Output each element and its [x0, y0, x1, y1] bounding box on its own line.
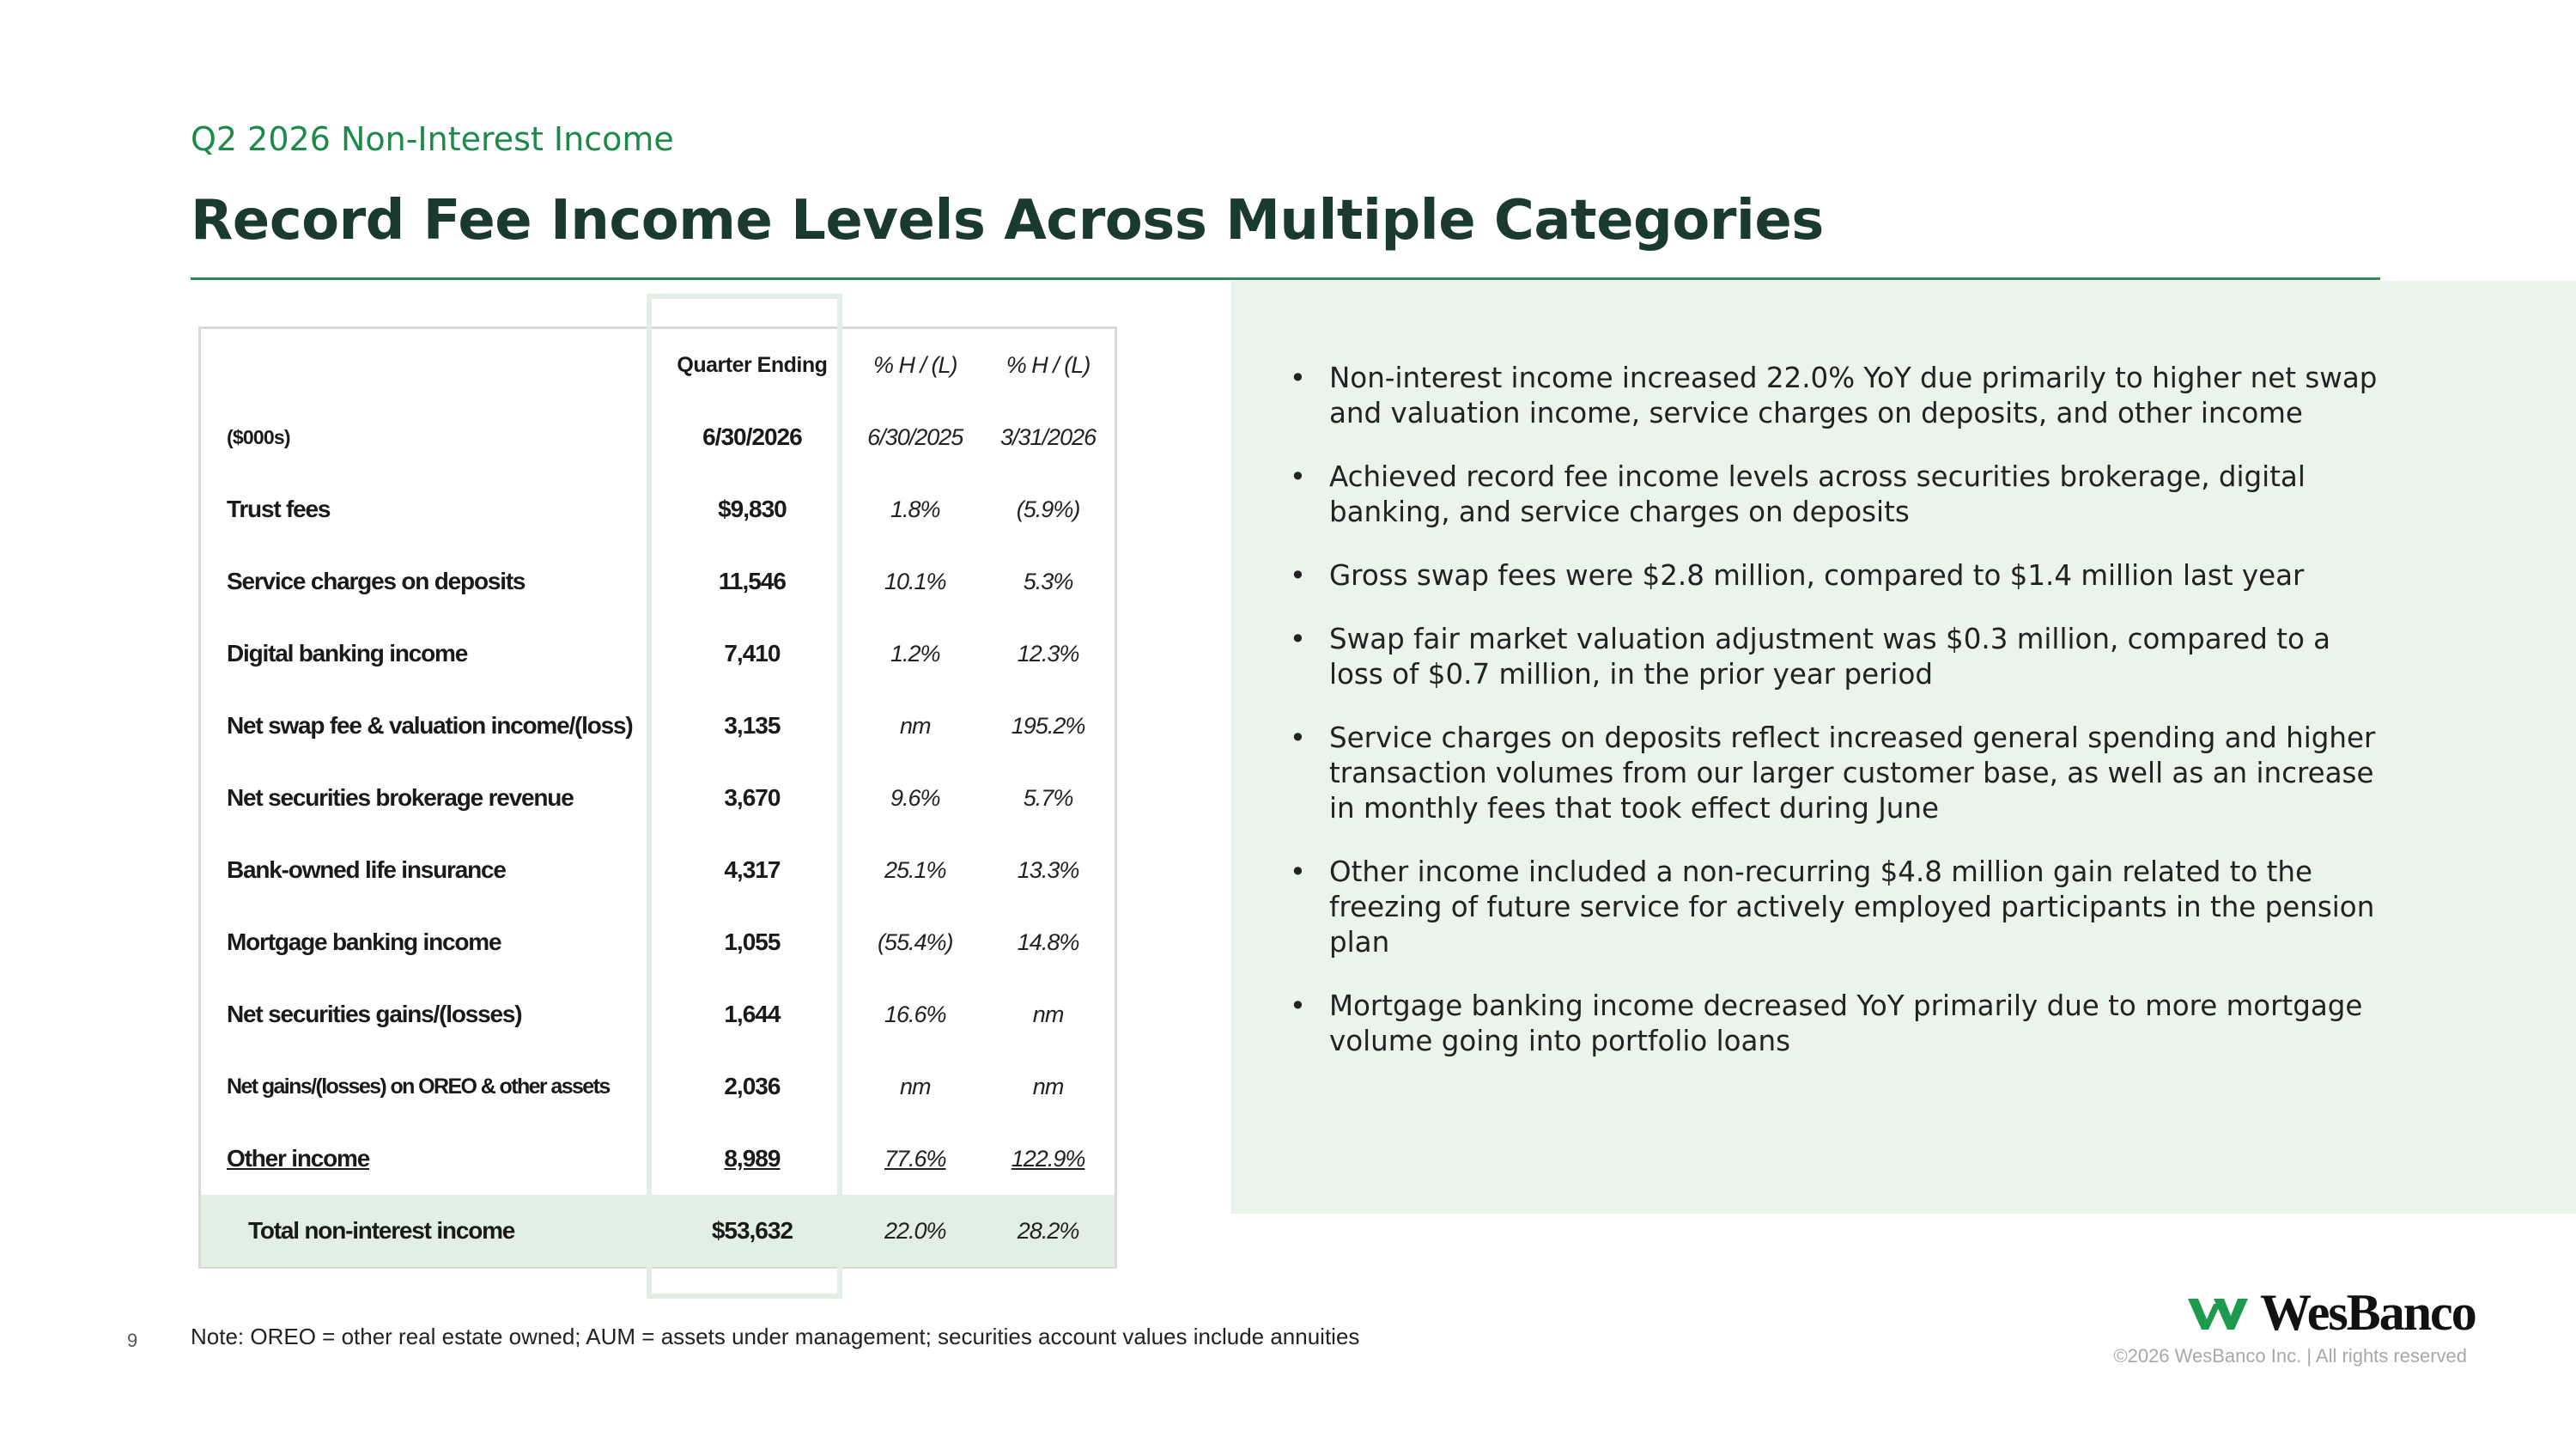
table-row	[201, 618, 1115, 690]
row-pct-2: 5.7%	[1023, 784, 1073, 811]
row-pct-1: 1.2%	[890, 640, 940, 667]
row-label: Trust fees	[227, 496, 331, 522]
row-value	[656, 1145, 849, 1172]
total-label: Total non-interest income	[248, 1217, 515, 1244]
commentary-bullets	[1288, 361, 2379, 1087]
header-compare-date-2: 3/31/2026	[1000, 423, 1097, 450]
row-pct-2: 13.3%	[1017, 856, 1079, 883]
row-label-text: Other income	[227, 1145, 370, 1172]
total-pct-1: 22.0%	[884, 1217, 946, 1244]
row-pct-2: nm	[1032, 1073, 1064, 1099]
header-quarter-ending: Quarter Ending	[677, 352, 828, 377]
row-label: Mortgage banking income	[227, 928, 501, 955]
row-value: $9,830	[718, 496, 787, 522]
row-pct-1	[848, 1146, 981, 1172]
row-pct-2-text: 122.9%	[1011, 1145, 1085, 1172]
table-row	[201, 690, 1115, 762]
row-pct-1: 10.1%	[884, 568, 946, 594]
row-label: Net gains/(losses) on OREO & other assets	[227, 1074, 610, 1099]
section-subtitle: Q2 2026 Non-Interest Income	[191, 120, 674, 158]
page-number: 9	[127, 1330, 138, 1351]
table-total-row	[201, 1195, 1115, 1267]
table-subheader-row	[201, 401, 1115, 473]
row-pct-2: nm	[1032, 1001, 1064, 1027]
row-value: 1,644	[724, 1001, 781, 1027]
bullet-item: • Other income included a non-recurring $4.8 million gain related to the freezing of future service for actively employed participants in the pension plan	[1288, 855, 2379, 960]
table-row	[201, 1123, 1115, 1195]
row-pct-2: 14.8%	[1017, 928, 1079, 955]
header-compare-date-1: 6/30/2025	[867, 423, 963, 450]
header-pct-change-1: % H / (L)	[872, 351, 957, 378]
row-pct-2	[981, 1146, 1115, 1172]
units-label: ($000s)	[227, 425, 290, 448]
row-label: Net securities gains/(losses)	[227, 1001, 522, 1027]
row-pct-1: nm	[899, 712, 931, 739]
table-header-row	[201, 329, 1115, 401]
wesbanco-logo-icon	[2188, 1292, 2248, 1333]
row-value: 4,317	[724, 856, 781, 883]
bullet-item: • Mortgage banking income decreased YoY primarily due to more mortgage volume going into portfolio loans	[1288, 989, 2379, 1059]
row-value: 7,410	[724, 640, 781, 667]
total-value: $53,632	[711, 1217, 793, 1244]
row-value-text: 8,989	[724, 1145, 781, 1172]
row-pct-2: (5.9%)	[1016, 496, 1080, 522]
table-row	[201, 762, 1115, 834]
row-label: Net swap fee & valuation income/(loss)	[227, 712, 633, 739]
row-value: 3,135	[724, 712, 781, 739]
footnote: Note: OREO = other real estate owned; AUM = assets under management; securities account values include annuities	[191, 1324, 1360, 1349]
row-pct-1: 16.6%	[884, 1001, 946, 1027]
header-quarter-date: 6/30/2026	[702, 423, 802, 450]
row-pct-1: 9.6%	[890, 784, 940, 811]
table-row	[201, 545, 1115, 618]
row-value: 1,055	[724, 928, 781, 955]
bullet-item: • Swap fair market valuation adjustment was $0.3 million, compared to a loss of $0.7 million, in the prior year period	[1288, 622, 2379, 692]
row-value: 2,036	[724, 1073, 781, 1099]
non-interest-income-table	[198, 326, 1117, 1269]
row-pct-1: 25.1%	[884, 856, 946, 883]
row-pct-2: 195.2%	[1011, 712, 1085, 739]
row-value: 11,546	[718, 568, 786, 594]
row-pct-1: nm	[899, 1073, 931, 1099]
copyright: ©2026 WesBanco Inc. | All rights reserved	[2113, 1345, 2467, 1367]
table-row	[201, 978, 1115, 1050]
wesbanco-logo	[2188, 1283, 2476, 1341]
wesbanco-logo-text: WesBanco	[2260, 1283, 2476, 1341]
row-label: Bank-owned life insurance	[227, 856, 506, 883]
row-label: Service charges on deposits	[227, 568, 526, 594]
bullet-item: • Gross swap fees were $2.8 million, compared to $1.4 million last year	[1288, 558, 2379, 594]
table-row	[201, 834, 1115, 906]
row-pct-2: 5.3%	[1023, 568, 1073, 594]
bullet-item: • Service charges on deposits reflect increased general spending and higher transaction volumes from our larger customer base, as well as an increase in monthly fees that took effect during June	[1288, 721, 2379, 826]
row-value: 3,670	[724, 784, 781, 811]
table-row	[201, 1050, 1115, 1123]
page-title: Record Fee Income Levels Across Multiple Categories	[191, 189, 1824, 253]
header-pct-change-2: % H / (L)	[1005, 351, 1091, 378]
table-row	[201, 906, 1115, 978]
row-label: Net securities brokerage revenue	[227, 784, 574, 811]
title-divider	[191, 277, 2380, 280]
total-pct-2: 28.2%	[1017, 1217, 1079, 1244]
row-pct-1: (55.4%)	[877, 928, 953, 955]
row-label: Digital banking income	[227, 640, 468, 667]
bullet-item: • Non-interest income increased 22.0% YoY due primarily to higher net swap and valuation income, service charges on deposits, and other income	[1288, 361, 2379, 431]
bullet-item: • Achieved record fee income levels across securities brokerage, digital banking, and service charges on deposits	[1288, 460, 2379, 530]
row-label	[201, 1145, 656, 1172]
table-row	[201, 473, 1115, 545]
row-pct-2: 12.3%	[1017, 640, 1079, 667]
row-pct-1: 1.8%	[890, 496, 940, 522]
row-pct-1-text: 77.6%	[884, 1145, 946, 1172]
